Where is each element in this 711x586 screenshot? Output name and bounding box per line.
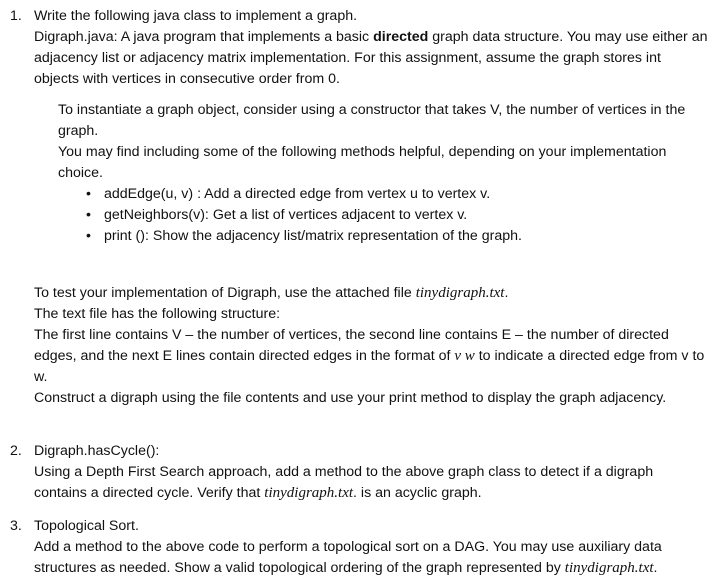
instantiate-paragraph: To instantiate a graph object, consider using a constructor that takes V, the number of vertices in the graph.	[58, 102, 686, 139]
file-name: tinydigraph.txt	[415, 285, 505, 301]
lines-text: The first line contains V – the number of vertices, the second line contains E – the number of directed edges, and the next E lines contain directed edges in the format of	[34, 327, 669, 364]
method-text: getNeighbors(v): Get a list of vertices adjacent to vertex v.	[104, 207, 468, 223]
test-paragraph	[34, 283, 708, 304]
item-3-section	[34, 516, 708, 579]
desc-text-1: Digraph.java: A java program that implements a basic	[34, 29, 374, 45]
desc-bold: directed	[373, 29, 429, 45]
item-3-body	[34, 537, 708, 579]
item-1-details	[58, 100, 706, 247]
item-3-number: 3.	[10, 518, 22, 534]
lines-paragraph	[34, 325, 708, 388]
file-name: tinydigraph.txt	[564, 560, 654, 576]
item-1-description	[34, 27, 708, 90]
item-1-number: 1.	[10, 8, 22, 24]
lines-suffix: to indicate a directed edge from v to w.	[34, 348, 705, 385]
item-1-heading: Write the following java class to implement a graph.	[34, 8, 358, 24]
item-3-heading: Topological Sort.	[34, 518, 139, 534]
desc-text-2: graph data structure. You may use either an adjacency list or adjacency matrix implementation. For this assignment, assume the graph stores int objects with vertices in consecutive order from 0.	[34, 29, 708, 87]
item-2-body	[34, 462, 708, 504]
file-name: tinydigraph.txt	[264, 485, 354, 501]
item-1-intro	[34, 6, 708, 90]
test-suffix: .	[504, 285, 509, 301]
item-2-section	[34, 441, 708, 504]
methods-intro: You may find including some of the following methods helpful, depending on your implementation choice.	[58, 144, 667, 181]
method-add-edge	[58, 184, 706, 205]
item-2-suffix: . is an acyclic graph.	[353, 485, 482, 501]
methods-list	[58, 184, 706, 247]
bullet: •	[86, 207, 91, 223]
method-get-neighbors	[58, 205, 706, 226]
item-2-number: 2.	[10, 443, 22, 459]
test-text: To test your implementation of Digraph, use the attached file	[34, 285, 416, 301]
method-text: print (): Show the adjacency list/matrix representation of the graph.	[104, 228, 522, 244]
method-text: addEdge(u, v) : Add a directed edge from vertex u to vertex v.	[104, 186, 491, 202]
method-print	[58, 226, 706, 247]
structure-paragraph: The text file has the following structure:	[34, 306, 281, 322]
item-1-testing	[34, 283, 708, 409]
item-2-heading: Digraph.hasCycle():	[34, 443, 160, 459]
item-2-text: Using a Depth First Search approach, add a method to the above graph class to detect if a digraph contains a directed cycle. Verify that	[34, 464, 654, 501]
bullet: •	[86, 186, 91, 202]
bullet: •	[86, 228, 91, 244]
vw-format: v w	[454, 348, 475, 364]
item-3-text: Add a method to the above code to perform a topological sort on a DAG. You may use auxiliary data structures as needed. Show a valid topological ordering of the graph represented by	[34, 539, 662, 576]
construct-paragraph: Construct a digraph using the file contents and use your print method to display the graph adjacency.	[34, 390, 667, 406]
item-3-suffix: .	[653, 560, 658, 576]
